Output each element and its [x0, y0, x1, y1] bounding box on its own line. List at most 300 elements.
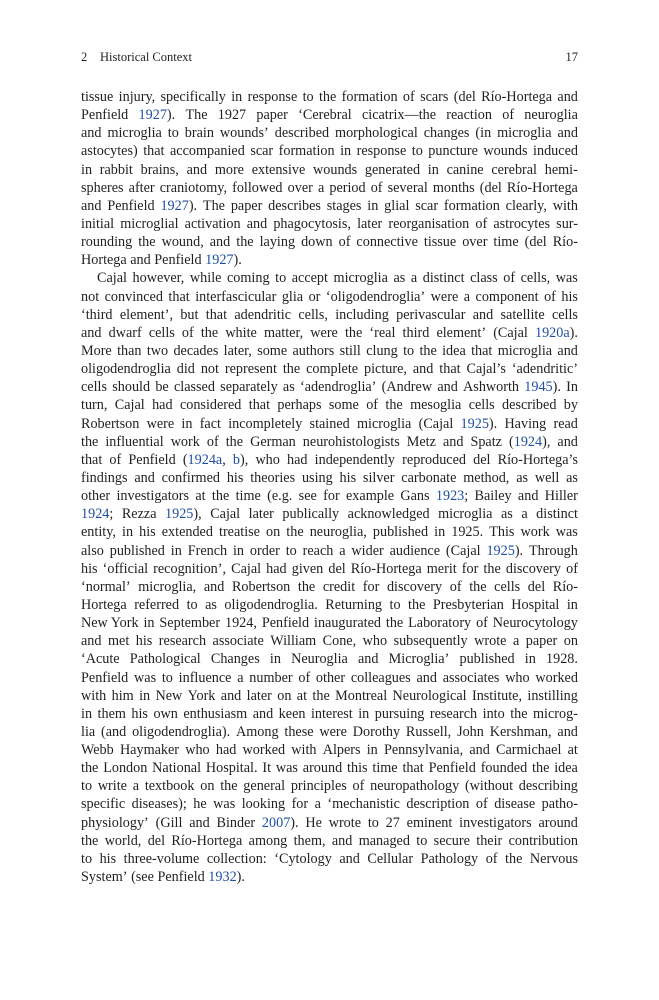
text-line	[81, 832, 578, 850]
word-text: reaction	[446, 107, 492, 124]
word	[430, 705, 477, 723]
word-text: craniotomy,	[159, 179, 227, 196]
word	[446, 106, 492, 124]
word	[138, 578, 196, 596]
word	[375, 705, 425, 723]
citation-link[interactable]: 1945	[524, 379, 553, 396]
word-text: ).	[236, 869, 245, 886]
citation-link[interactable]: 1923	[435, 488, 465, 505]
word	[476, 795, 488, 813]
word-text: response	[356, 143, 407, 160]
word-text: In	[566, 379, 578, 396]
word-text: to	[416, 832, 428, 849]
word	[227, 269, 270, 287]
word-text: stages	[326, 197, 362, 214]
word-text: associates	[442, 669, 500, 686]
word	[81, 342, 112, 360]
word-text: with	[291, 742, 317, 759]
word-text: microglia	[333, 270, 388, 287]
word	[351, 542, 383, 560]
word-text: the	[469, 578, 487, 595]
word	[171, 542, 182, 560]
word	[362, 106, 436, 124]
word-text: astocytes)	[81, 143, 138, 160]
word-text: and	[557, 723, 578, 740]
word	[437, 378, 458, 396]
word-text: ‘Cerebral	[298, 107, 352, 124]
chapter-title: Historical Context	[100, 50, 192, 64]
word	[420, 88, 448, 106]
word	[143, 614, 154, 632]
word	[347, 759, 368, 777]
word	[159, 632, 206, 650]
word	[168, 288, 189, 306]
word	[250, 433, 296, 451]
word	[236, 723, 279, 741]
word	[134, 469, 155, 487]
word	[187, 161, 208, 179]
citation-link[interactable]: 1924a	[187, 451, 223, 468]
word-text: ),	[193, 506, 202, 523]
word	[231, 197, 263, 215]
word-text: influence	[178, 669, 232, 686]
word-text: to	[389, 596, 401, 613]
word	[542, 795, 578, 813]
word	[489, 523, 514, 541]
word	[303, 542, 334, 560]
word-text: the	[81, 433, 99, 450]
word-text: Haymaker	[119, 742, 180, 759]
word-text: Dorothy	[352, 723, 401, 740]
word-text: of	[503, 270, 516, 287]
word-text: del	[527, 578, 546, 595]
word	[568, 741, 578, 759]
word-text: in	[358, 705, 370, 722]
word-text: distinct	[422, 270, 465, 287]
word-text: initial	[81, 215, 115, 232]
word	[538, 814, 577, 832]
word-text: well	[534, 469, 560, 486]
word	[139, 106, 176, 124]
word	[323, 578, 355, 596]
word	[464, 288, 470, 306]
word	[206, 306, 227, 324]
word	[328, 560, 345, 578]
word-text: referred	[134, 596, 180, 613]
word-text: as	[516, 469, 529, 486]
word-text: looking	[241, 796, 286, 813]
word-text: the	[220, 778, 238, 795]
word	[519, 777, 578, 795]
word-text: cells	[494, 578, 521, 595]
word	[162, 669, 173, 687]
word-text: Cajal	[97, 270, 127, 287]
word-text: a	[317, 179, 325, 196]
word	[105, 288, 163, 306]
word-text: microglia	[497, 342, 553, 359]
citation-link[interactable]: 1925	[460, 415, 489, 432]
word-text: and	[81, 125, 102, 142]
word	[220, 777, 237, 795]
word	[493, 324, 528, 342]
word	[81, 723, 95, 741]
word	[498, 451, 578, 469]
word	[483, 142, 527, 160]
word-text: satellite	[500, 306, 545, 323]
word	[493, 215, 550, 233]
word-text: enthusiasm	[183, 705, 248, 722]
text-line	[81, 197, 578, 215]
word	[335, 687, 387, 705]
word	[129, 179, 155, 197]
word-text: canine	[446, 161, 484, 178]
word-text: wrote	[474, 633, 507, 650]
word	[553, 415, 577, 433]
word	[465, 777, 513, 795]
word-text: the	[282, 361, 301, 378]
citation-link[interactable]: 2007	[261, 814, 291, 831]
word	[533, 142, 578, 160]
word-text: his	[131, 705, 148, 722]
word	[112, 687, 134, 705]
word-text: physiology’	[81, 814, 149, 831]
word-text: ).	[290, 814, 299, 831]
word	[315, 795, 321, 813]
word	[257, 342, 287, 360]
word-text: (in	[475, 125, 492, 142]
text-line	[81, 868, 578, 886]
word-text: in	[143, 615, 155, 632]
word-text: work	[170, 433, 200, 450]
word	[443, 433, 464, 451]
citation-link[interactable]: 1927	[160, 197, 189, 214]
word-text: Through	[528, 542, 578, 559]
word	[396, 306, 465, 324]
word-text: stained	[309, 415, 350, 432]
word	[203, 197, 225, 215]
word	[116, 487, 189, 505]
word-text: Hortega	[81, 252, 127, 269]
citation-link[interactable]: 1924	[81, 506, 110, 523]
word-text: Cajal	[114, 397, 145, 414]
word-text: German	[250, 433, 296, 450]
word	[490, 723, 552, 741]
word-text: his	[561, 288, 578, 305]
word	[413, 360, 434, 378]
text-line	[81, 360, 578, 378]
word	[323, 632, 357, 650]
word-text: Having	[504, 415, 547, 432]
word-text: microglia	[356, 415, 412, 432]
word	[81, 396, 107, 414]
word-text: ‘normal’	[81, 578, 131, 595]
word-text: Kershman,	[489, 723, 552, 740]
word-text: idea	[442, 342, 466, 359]
word	[340, 469, 357, 487]
word-text: merit	[426, 560, 457, 577]
word	[299, 487, 317, 505]
word	[188, 687, 216, 705]
citation-link[interactable]: 1927	[138, 107, 167, 124]
word-text: diseases);	[131, 796, 187, 813]
word	[334, 269, 388, 287]
word	[130, 650, 201, 668]
word-text: considered	[179, 397, 242, 414]
word-text: his	[99, 850, 117, 867]
word	[342, 88, 398, 106]
word	[156, 814, 183, 832]
word	[326, 288, 425, 306]
word	[473, 451, 490, 469]
word	[557, 88, 578, 106]
word-text: Russell,	[405, 723, 452, 740]
word	[233, 542, 244, 560]
word-text: (e.g.	[267, 488, 293, 505]
word-text: of	[475, 796, 488, 813]
body-text	[81, 88, 578, 886]
word-text: his	[226, 469, 244, 486]
word-text: and	[517, 488, 539, 505]
word-text: and	[557, 89, 578, 105]
word	[219, 523, 260, 541]
word-text: who	[255, 451, 280, 468]
word	[119, 88, 156, 106]
word	[262, 759, 271, 777]
word	[206, 759, 258, 777]
word	[303, 759, 342, 777]
word	[291, 777, 347, 795]
word-text: textbook	[144, 778, 195, 795]
word-text: were	[430, 288, 459, 305]
word-text: and	[437, 379, 458, 396]
word-text: del	[473, 451, 491, 468]
word-text: Río-Hortega’s	[497, 451, 578, 468]
word	[407, 814, 453, 832]
word-text: the	[419, 342, 437, 359]
word	[81, 795, 125, 813]
word	[476, 288, 539, 306]
word	[159, 614, 220, 632]
word	[124, 850, 200, 868]
word-text: in	[366, 742, 378, 759]
word	[189, 814, 210, 832]
word-text: Cajal	[210, 506, 241, 523]
citation-link[interactable]: 1925	[165, 506, 194, 523]
word	[359, 832, 410, 850]
word	[287, 451, 308, 469]
word	[521, 523, 550, 541]
word	[300, 378, 376, 396]
word	[205, 251, 242, 269]
word-text: founded	[480, 760, 528, 777]
word	[81, 505, 113, 523]
word-text: cells	[148, 324, 175, 341]
word-text: and	[81, 197, 102, 214]
word-text: lia	[81, 723, 96, 740]
word	[81, 487, 110, 505]
word	[366, 396, 378, 414]
word-text: and	[252, 705, 274, 722]
word	[369, 324, 395, 342]
word-text: for	[323, 488, 340, 505]
word	[147, 415, 175, 433]
word	[262, 814, 299, 832]
word-text: at	[195, 488, 206, 505]
text-line	[81, 523, 578, 541]
word	[220, 378, 278, 396]
word-text: ‘adendritic’	[511, 361, 578, 378]
word-text: world,	[104, 832, 142, 849]
text-line	[81, 542, 578, 560]
word-text: cerebral	[491, 161, 538, 178]
word-text: time	[372, 760, 398, 777]
word	[436, 487, 468, 505]
word-text: the	[200, 324, 219, 341]
word	[81, 596, 127, 614]
word	[469, 578, 486, 596]
word-text: of	[502, 107, 515, 124]
word	[298, 669, 310, 687]
citation-link[interactable]: 1927	[205, 252, 234, 269]
text-line	[81, 650, 578, 668]
word	[148, 832, 165, 850]
word	[284, 723, 313, 741]
word	[469, 396, 495, 414]
word-text: wrote	[328, 814, 362, 831]
word-text: he	[193, 796, 207, 813]
word-text: extensive	[251, 161, 306, 178]
word-text: reproduced	[402, 451, 466, 468]
word	[81, 306, 113, 324]
word	[501, 505, 513, 523]
word	[408, 614, 471, 632]
word-text: represent	[224, 361, 277, 378]
word	[554, 759, 578, 777]
word-text: William	[270, 633, 317, 650]
word	[133, 269, 185, 287]
word	[208, 868, 245, 886]
word	[552, 306, 578, 324]
word-text: the	[211, 488, 230, 505]
word	[275, 124, 329, 142]
word	[211, 650, 260, 668]
word	[429, 759, 476, 777]
word	[174, 378, 215, 396]
word	[81, 378, 107, 396]
text-line	[81, 777, 578, 795]
word	[335, 124, 418, 142]
word	[81, 324, 102, 342]
word	[385, 396, 402, 414]
word-text: scar	[250, 143, 274, 160]
word-text: carbonate	[401, 469, 457, 486]
word	[81, 578, 131, 596]
word	[505, 669, 529, 687]
word	[367, 850, 413, 868]
word-text: wounds	[313, 161, 358, 178]
word-text: that	[402, 760, 424, 777]
text-line	[81, 233, 578, 251]
word	[260, 233, 295, 251]
citation-link[interactable]: 1924	[513, 433, 543, 450]
word-text: over	[462, 234, 488, 251]
word-text: a	[463, 288, 471, 305]
word-text: the	[344, 324, 363, 341]
word-text: followed	[232, 179, 283, 196]
word	[139, 687, 150, 705]
word-text: coming	[227, 270, 270, 287]
word	[108, 632, 129, 650]
word	[233, 451, 248, 469]
word	[566, 469, 578, 487]
citation-link[interactable]: 1920a	[534, 324, 570, 341]
word	[403, 342, 414, 360]
word	[100, 161, 133, 179]
word-text: publically	[282, 506, 340, 523]
word-text: interest	[310, 705, 353, 722]
word	[183, 705, 247, 723]
word-text: ‘third	[81, 306, 113, 323]
word-text: tissue	[423, 234, 457, 251]
word-text: scar	[415, 197, 439, 214]
word	[532, 759, 549, 777]
word	[329, 814, 361, 832]
word-text: scars	[420, 89, 449, 105]
word-text: white	[225, 324, 257, 341]
word-text: his	[139, 524, 156, 541]
word-text: Institute,	[471, 687, 523, 704]
word-text: the	[505, 850, 523, 867]
word-text: findings	[81, 469, 128, 486]
word	[267, 487, 292, 505]
word-text: tissue	[81, 89, 114, 105]
word	[424, 233, 456, 251]
citation-link[interactable]: 1932	[208, 869, 237, 886]
word-text: morphological	[335, 125, 418, 142]
word-text: in	[232, 542, 245, 559]
word-text: (Cajal	[493, 324, 528, 341]
word-text: influential	[105, 433, 164, 450]
word-text: (see	[131, 869, 154, 886]
word	[497, 124, 551, 142]
text-line	[81, 795, 578, 813]
word-text: induced	[533, 143, 578, 160]
word-text: in	[122, 524, 134, 541]
word	[210, 233, 231, 251]
word-text: not	[81, 288, 100, 305]
word-text: had	[215, 742, 237, 759]
word-text: instilling	[527, 687, 578, 704]
word-text: (Gill	[155, 814, 183, 831]
word	[475, 215, 487, 233]
word-text: (del	[524, 234, 547, 251]
word	[353, 723, 400, 741]
word-text: for	[461, 560, 479, 577]
word-text: a	[237, 669, 244, 686]
word-text: reach	[302, 542, 334, 559]
word	[200, 777, 214, 795]
word-text: Pathology	[420, 850, 479, 867]
word	[407, 433, 436, 451]
word-text: was	[213, 796, 236, 813]
word-text: More	[81, 342, 112, 359]
word-text: the	[385, 397, 403, 414]
word	[181, 415, 192, 433]
word-text: in	[81, 161, 93, 178]
citation-link[interactable]: b	[232, 451, 241, 468]
word	[168, 124, 179, 142]
citation-link[interactable]: 1925	[486, 542, 515, 559]
